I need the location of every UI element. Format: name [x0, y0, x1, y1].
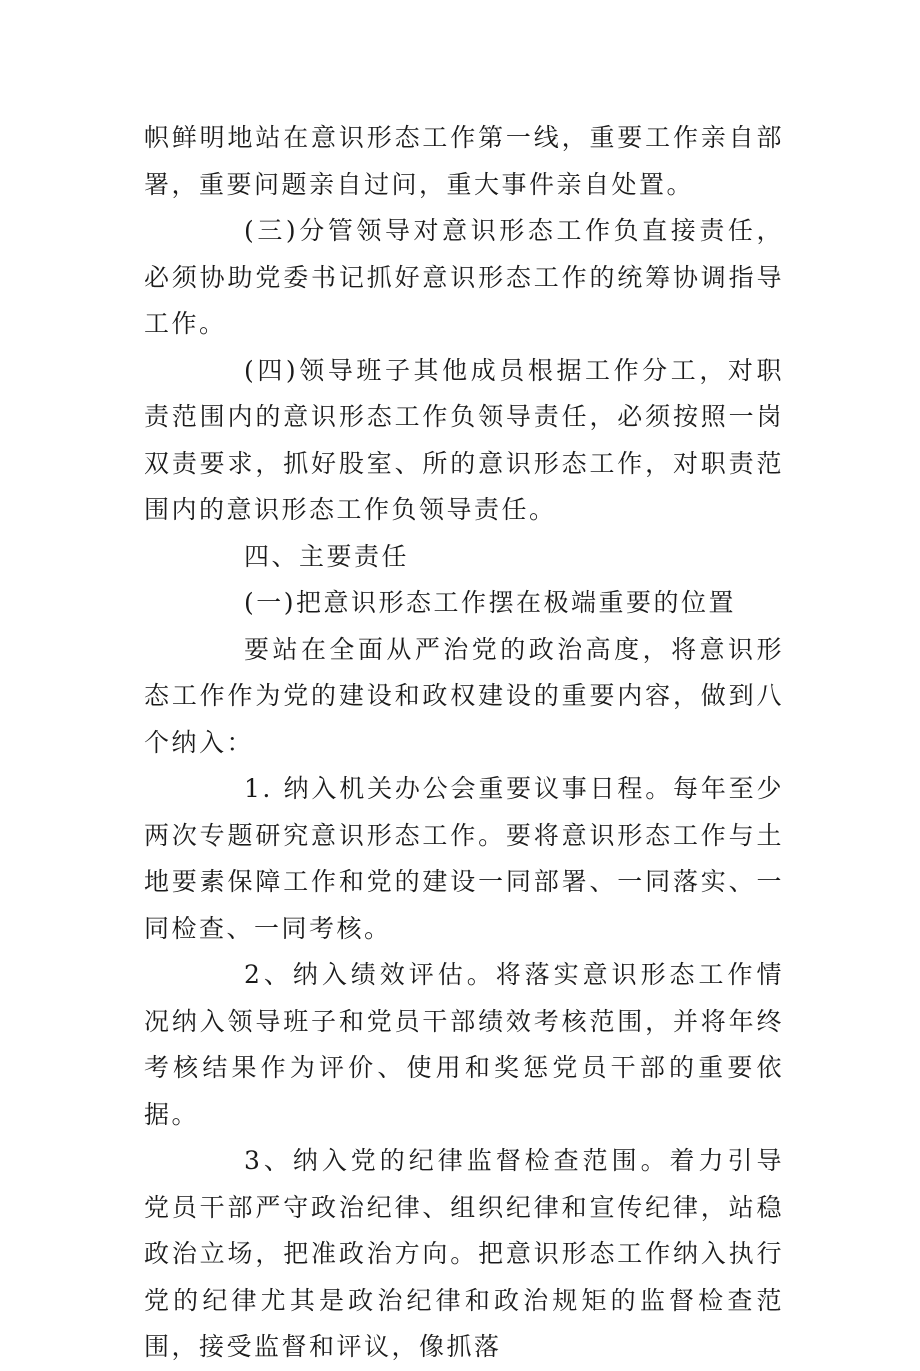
list-item-1: 1. 纳入机关办公会重要议事日程。每年至少两次专题研究意识形态工作。要将意识形态工作与土地要素保障工作和党的建设一同部署、一同落实、一同检查、一同考核。	[144, 774, 784, 943]
list-item-3: 3、纳入党的纪律监督检查范围。着力引导党员干部严守政治纪律、组织纪律和宣传纪律，站稳政治立场，把准政治方向。把意识形态工作纳入执行党的纪律尤其是政治纪律和政治规矩的监督检查范围，接受监督和评议，像抓落	[144, 1146, 784, 1361]
paragraph-item-4: (四)领导班子其他成员根据工作分工，对职责范围内的意识形态工作负领导责任，必须按照一岗双责要求，抓好股室、所的意识形态工作，对职责范围内的意识形态工作负领导责任。	[144, 355, 784, 524]
document-body	[144, 115, 784, 1371]
paragraph-continuation: 帜鲜明地站在意识形态工作第一线，重要工作亲自部署，重要问题亲自过问，重大事件亲自处置。	[144, 123, 784, 199]
paragraph-item-3: (三)分管领导对意识形态工作负直接责任，必须协助党委书记抓好意识形态工作的统筹协调指导工作。	[144, 216, 784, 338]
section-heading: 四、主要责任	[244, 541, 410, 571]
subsection-heading: (一)把意识形态工作摆在极端重要的位置	[244, 588, 737, 617]
list-item-2: 2、纳入绩效评估。将落实意识形态工作情况纳入领导班子和党员干部绩效考核范围，并将年终考核结果作为评价、使用和奖惩党员干部的重要依据。	[144, 960, 784, 1129]
paragraph-intro: 要站在全面从严治党的政治高度，将意识形态工作作为党的建设和政权建设的重要内容，做到八个纳入：	[144, 634, 784, 757]
